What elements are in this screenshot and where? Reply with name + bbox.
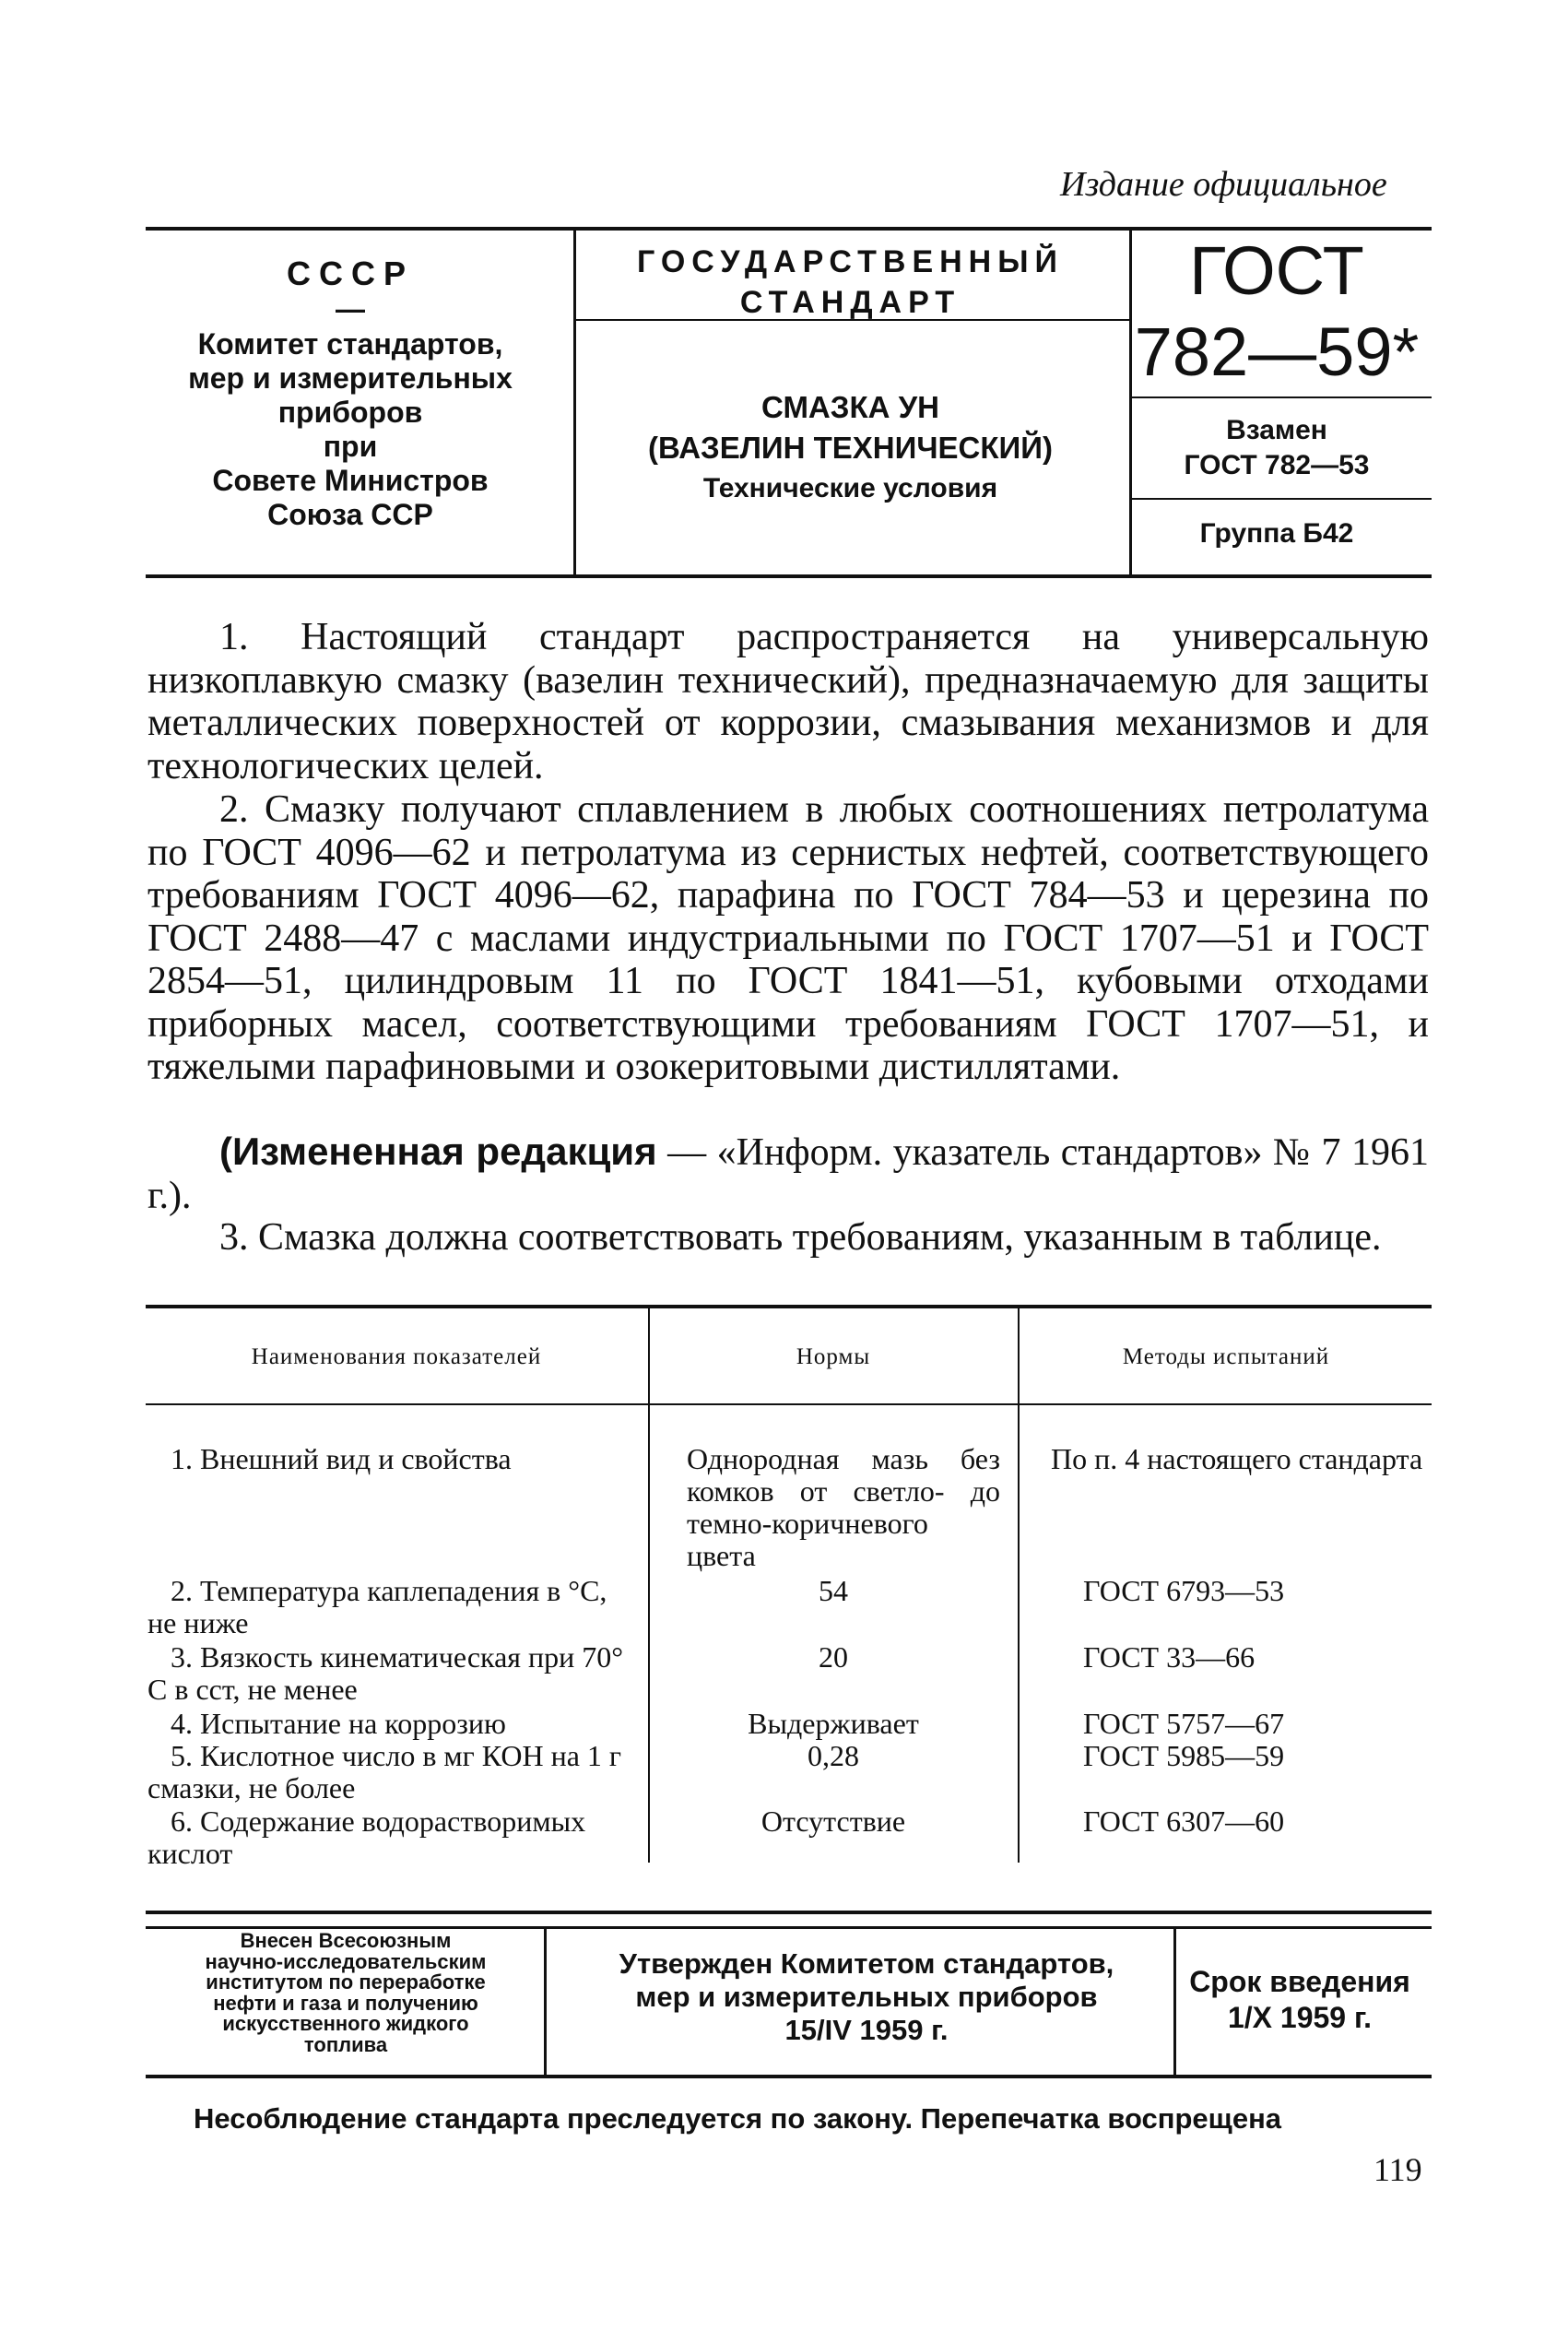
footer-bottom-rule [146, 2075, 1432, 2078]
paragraph-1-text: 1. Настоящий стандарт распространяется на универсальную низкоплавкую смазку (вазелин технический), предназначаемую для защиты металлических поверхностей от коррозии, смазывания механизмов и для технологических целей. [147, 616, 1429, 787]
introduced-line: Внесен Всесоюзным [240, 1929, 452, 1952]
table-cell-norm: 54 [819, 1574, 848, 1607]
paragraph-2-text: 2. Смазку получают сплавлением в любых соотношениях петролатума по ГОСТ 4096—62 и петролатума из сернистых нефтей, соответствующего требованиям ГОСТ 4096—62, парафина по ГОСТ 784—53 и церезина по ГОСТ 2488—47 с маслами индустриальными по ГОСТ 1707—51 и ГОСТ 2854—51, цилиндровым 11 по ГОСТ 1841—51, кубовыми отходами приборных масел, соответствующими требованиям ГОСТ 1707—51, и тяжелыми парафиновыми и озокеритовыми дистиллятами. [147, 788, 1429, 1088]
committee-line: приборов [277, 396, 423, 429]
country-label: СССР [286, 254, 414, 292]
product-subtitle: Технические условия [702, 473, 998, 503]
table-top-rule [146, 1305, 1432, 1308]
approved-by [572, 1947, 1161, 2047]
product-title-line: СМАЗКА УН [761, 390, 939, 424]
introduced-line: искусственного жидкого [222, 2012, 469, 2035]
table-cell-norm: Однородная мазь без комков от светло- до темно-коричневого цвета [687, 1442, 1000, 1572]
legal-notice: Несоблюдение стандарта преследуется по закону. Перепечатка воспрещена [194, 2102, 1282, 2135]
committee-line: мер и измерительных [188, 361, 513, 395]
table-col-divider-2 [1018, 1307, 1020, 1863]
footer-divider-1 [544, 1929, 547, 2077]
amendment-note [147, 1130, 1429, 1217]
gost-label: ГОСТ [1189, 232, 1364, 309]
standard-kind-line: СТАНДАРТ [739, 285, 961, 320]
approved-line: 15/IV 1959 г. [784, 2014, 949, 2046]
table-cell-norm: Выдерживает [748, 1707, 919, 1740]
replaces-label: Взамен [1226, 415, 1327, 445]
committee-line: Союза ССР [267, 498, 433, 531]
committee-line: Комитет стандартов, [197, 327, 503, 361]
footer-divider-2 [1173, 1929, 1176, 2077]
standard-kind [576, 242, 1125, 323]
column-header-norm: Нормы [796, 1344, 871, 1369]
introduced-line: институтом по переработке [206, 1970, 486, 1994]
introduced-line: топлива [303, 2032, 388, 2056]
paragraph-3 [147, 1216, 1429, 1260]
header-right-rule-2 [1132, 498, 1432, 500]
header-right-rule-1 [1132, 396, 1432, 398]
table-cell-name: 3. Вязкость кинематическая при 70° С в сст, не менее [147, 1640, 624, 1706]
table-cell-name: 6. Содержание водорастворимых кислот [147, 1804, 586, 1870]
header-bottom-rule [146, 574, 1432, 578]
introduced-by [147, 1931, 544, 2055]
table-cell-method: ГОСТ 6793—53 [1083, 1574, 1285, 1607]
issuing-committee [147, 256, 553, 532]
introduced-line: научно-исследовательским [205, 1949, 487, 1973]
table-cell-method: ГОСТ 5985—59 [1083, 1739, 1285, 1772]
table-cell-norm: 20 [819, 1640, 848, 1674]
paragraph-3-text: 3. Смазка должна соответствовать требованиям, указанным в таблице. [219, 1216, 1382, 1259]
gost-designation [1134, 231, 1420, 393]
effective-value: 1/X 1959 г. [1227, 2001, 1372, 2034]
product-title-block [576, 387, 1125, 509]
amendment-rest: — «Информ. указатель стандартов» № 7 1961 г.). [147, 1131, 1429, 1217]
group-label: Группа Б42 [1199, 518, 1354, 549]
table-cell-method: ГОСТ 33—66 [1083, 1640, 1256, 1674]
header-separator: — [336, 292, 365, 325]
product-title-line: (ВАЗЕЛИН ТЕХНИЧЕСКИЙ) [648, 431, 1053, 465]
replaces-block [1134, 413, 1420, 483]
table-col-divider-1 [648, 1307, 650, 1863]
table-cell-norm: 0,28 [808, 1739, 859, 1772]
page-number: 119 [1373, 2151, 1422, 2188]
table-cell-name: 5. Кислотное число в мг КОН на 1 г смазки, не более [147, 1739, 622, 1804]
table-cell-method: ГОСТ 5757—67 [1083, 1707, 1285, 1740]
table-cell-method: По п. 4 настоящего стандарта [1051, 1442, 1423, 1475]
table-header-rule [146, 1403, 1432, 1405]
amendment-bold: (Измененная редакция [219, 1130, 657, 1173]
standard-kind-line: ГОСУДАРСТВЕННЫЙ [637, 244, 1064, 279]
table-cell-name: 4. Испытание на коррозию [171, 1707, 506, 1740]
table-cell-name: 2. Температура каплепадения в °С, не ниже [147, 1574, 607, 1639]
paragraph-1 [147, 616, 1429, 787]
replaces-value: ГОСТ 782—53 [1184, 450, 1370, 480]
committee-line: Совете Министров [212, 464, 489, 497]
table-cell-norm: Отсутствие [760, 1804, 906, 1838]
gost-number: 782—59* [1134, 314, 1420, 390]
paragraph-2 [147, 788, 1429, 1089]
edition-label: Издание официальное [1060, 165, 1387, 204]
column-header-method: Методы испытаний [1122, 1344, 1330, 1369]
table-bottom-rule [146, 1911, 1432, 1914]
table-cell-method: ГОСТ 6307—60 [1083, 1804, 1285, 1838]
committee-line: при [323, 430, 378, 463]
effective-date [1180, 1964, 1420, 2036]
column-header-name: Наименования показателей [251, 1344, 542, 1369]
table-cell-name: 1. Внешний вид и свойства [171, 1442, 512, 1475]
effective-label: Срок введения [1189, 1965, 1410, 1998]
approved-line: мер и измерительных приборов [635, 1981, 1098, 2013]
header-divider-2 [1129, 229, 1132, 575]
approved-line: Утвержден Комитетом стандартов, [619, 1947, 1114, 1980]
introduced-line: нефти и газа и получению [213, 1991, 478, 2015]
